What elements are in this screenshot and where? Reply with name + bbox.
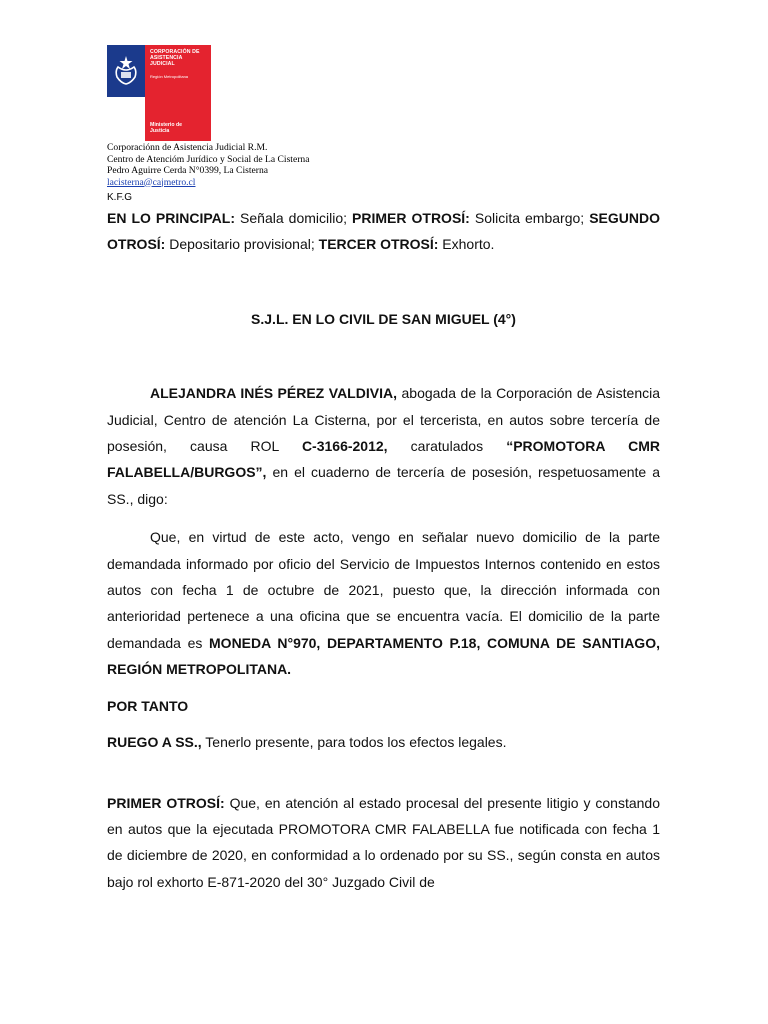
coat-of-arms-icon: [112, 53, 140, 87]
logo-red-panel: [145, 45, 211, 141]
author-initials: K.F.G: [107, 192, 133, 203]
header-line-1: Corporaciónn de Asistencia Judicial R.M.: [107, 142, 268, 153]
paragraph-domicile: Que, en virtud de este acto, vengo en señalar nuevo domicilio de la parte demandada informado por oficio del Servicio de Impuestos Internos contenido en estos autos con fecha 1 de octubre de 2021, puesto que, la dirección informada con anterioridad pertenece a una oficina que se encuentra vacía. El domicilio de la parte demandada es MONEDA N°970, DEPARTAMENTO P.18, COMUNA DE SANTIAGO, REGIÓN METROPOLITANA.: [107, 529, 660, 678]
logo-ministry: Ministerio de Justicia: [150, 122, 182, 134]
por-tanto: POR TANTO: [107, 697, 189, 714]
summary-line: EN LO PRINCIPAL: Señala domicilio; PRIMER OTROSÍ: Solicita embargo; SEGUNDO OTROSÍ: Depositario provisional; TERCER OTROSÍ: Exhorto.: [107, 210, 660, 253]
primer-otrosi-paragraph: PRIMER OTROSÍ: Que, en atención al estado procesal del presente litigio y constando en autos que la ejecutada PROMOTORA CMR FALABELLA fue notificada con fecha 1 de diciembre de 2020, en conformidad a lo ordenado por su SS., según consta en autos bajo rol exhorto E-871-2020 del 30° Juzgado Civil de: [107, 794, 660, 890]
header-line-3: Pedro Aguirre Cerda N°0399, La Cisterna: [107, 165, 269, 176]
logo-region: Región Metropolitana: [150, 74, 189, 79]
corporation-logo: [107, 45, 211, 141]
header-line-2: Centro de Atencióm Jurídico y Social de La Cisterna: [107, 153, 310, 165]
letterhead-contact: [107, 142, 310, 188]
email-link[interactable]: lacisterna@cajmetro.cl: [107, 176, 196, 188]
document-body: [107, 205, 660, 895]
court-heading: S.J.L. EN LO CIVIL DE SAN MIGUEL (4°): [251, 310, 516, 327]
paragraph-appearance: ALEJANDRA INÉS PÉREZ VALDIVIA, abogada de la Corporación de Asistencia Judicial, Centro de atención La Cisterna, por el tercerista, en autos sobre tercería de posesión, causa ROL C-3166-2012, caratulados “PROMOTORA CMR FALABELLA/BURGOS”, en el cuaderno de tercería de posesión, respetuosamente a SS., digo:: [107, 385, 661, 507]
logo-title: CORPORACIÓN DE ASISTENCIA JUDICIAL: [150, 49, 200, 67]
logo-left-panel: [107, 45, 145, 141]
ruego-line: RUEGO A SS., Tenerlo presente, para todos los efectos legales.: [107, 734, 507, 751]
